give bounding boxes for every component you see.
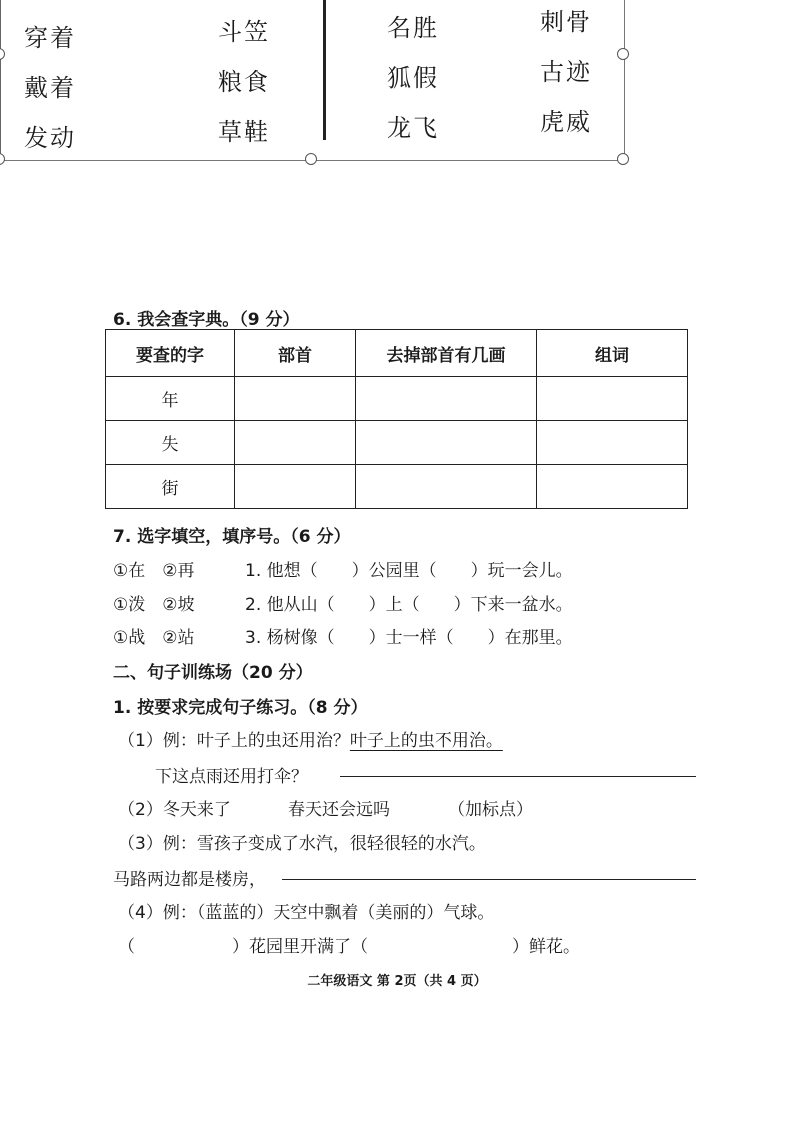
radical-cell[interactable] <box>235 465 356 509</box>
match-word: 虎威 <box>540 108 592 136</box>
match-word: 刺骨 <box>540 8 592 36</box>
item2-part-b: 春天还会远吗 <box>288 800 390 820</box>
item4-middle: ）花园里开满了（ <box>232 937 368 957</box>
resize-handle-icon[interactable] <box>617 48 629 60</box>
item1-answer: 叶子上的虫不用治。 <box>349 731 503 751</box>
item2-note: （加标点） <box>448 800 533 820</box>
strokes-cell[interactable] <box>356 377 537 421</box>
item1-prefix: （1）例：叶子上的虫还用治？ <box>118 731 350 751</box>
strokes-cell[interactable] <box>356 421 537 465</box>
query-char: 失 <box>106 421 235 465</box>
item1-example <box>118 726 503 751</box>
q7-options: ①战 ②站 <box>113 628 195 648</box>
q7-options: ①在 ②再 <box>113 561 195 581</box>
column-header: 部首 <box>235 330 356 377</box>
q6-heading: 6. 我会查字典。（9 分） <box>113 310 300 330</box>
match-word: 穿着 <box>24 24 76 52</box>
word-cell[interactable] <box>537 421 688 465</box>
dictionary-table <box>105 329 688 509</box>
radical-cell[interactable] <box>235 421 356 465</box>
answer-blank[interactable] <box>282 879 696 880</box>
match-word: 龙飞 <box>387 114 439 142</box>
resize-handle-icon[interactable] <box>305 153 317 165</box>
match-word: 粮食 <box>218 68 270 96</box>
table-row <box>106 377 688 421</box>
page-footer: 二年级语文 第 2页（共 4 页） <box>307 974 487 989</box>
item3-prompt: 马路两边都是楼房， <box>113 870 266 890</box>
match-word: 古迹 <box>540 58 592 86</box>
word-cell[interactable] <box>537 465 688 509</box>
match-word: 草鞋 <box>218 118 270 146</box>
match-word: 名胜 <box>387 14 439 42</box>
table-row <box>106 465 688 509</box>
section-heading: 二、句子训练场（20 分） <box>113 663 313 683</box>
query-char: 街 <box>106 465 235 509</box>
item2-part-a: （2）冬天来了 <box>118 800 231 820</box>
item4-example: （4）例：（蓝蓝的）天空中飘着（美丽的）气球。 <box>118 903 495 923</box>
match-word: 狐假 <box>387 64 439 92</box>
column-header: 组词 <box>537 330 688 377</box>
column-header: 去掉部首有几画 <box>356 330 537 377</box>
item1-prompt: 下这点雨还用打伞？ <box>155 767 308 787</box>
match-word: 斗笠 <box>218 18 270 46</box>
q7-sentence: 3. 杨树像（ ）士一样（ ）在那里。 <box>245 628 573 648</box>
resize-handle-icon[interactable] <box>0 48 5 60</box>
q1-heading: 1. 按要求完成句子练习。（8 分） <box>113 698 368 718</box>
match-word: 发动 <box>24 124 76 152</box>
column-header: 要查的字 <box>106 330 235 377</box>
matching-divider <box>323 0 326 140</box>
table-row <box>106 421 688 465</box>
q7-sentence: 1. 他想（ ）公园里（ ）玩一会儿。 <box>245 561 573 581</box>
resize-handle-icon[interactable] <box>617 153 629 165</box>
word-cell[interactable] <box>537 377 688 421</box>
strokes-cell[interactable] <box>356 465 537 509</box>
matching-box <box>0 0 625 161</box>
q7-sentence: 2. 他从山（ ）上（ ）下来一盆水。 <box>245 595 573 615</box>
item4-open: （ <box>118 937 135 957</box>
q7-options: ①泼 ②坡 <box>113 595 195 615</box>
match-word: 戴着 <box>24 74 76 102</box>
table-header-row <box>106 330 688 377</box>
item4-end: ）鲜花。 <box>512 937 580 957</box>
resize-handle-icon[interactable] <box>0 153 5 165</box>
item3-example: （3）例：雪孩子变成了水汽，很轻很轻的水汽。 <box>118 834 486 854</box>
radical-cell[interactable] <box>235 377 356 421</box>
query-char: 年 <box>106 377 235 421</box>
answer-blank[interactable] <box>340 776 696 777</box>
q7-heading: 7. 选字填空，填序号。（6 分） <box>113 527 351 547</box>
